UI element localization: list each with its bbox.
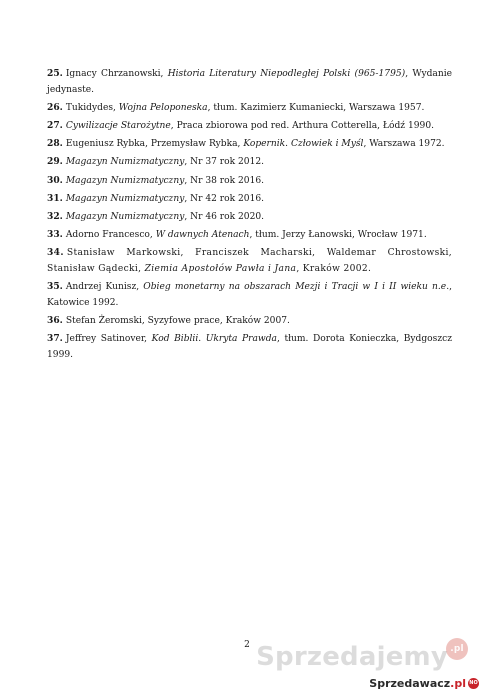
entry-text: Andrzej Kunisz, xyxy=(65,282,144,293)
entry-title: Magazyn Numizmatyczny xyxy=(65,211,185,222)
entry-title: Magazyn Numizmatyczny xyxy=(65,193,185,204)
entry-text: , tłum. Kazimierz Kumaniecki, Warszawa 1957. xyxy=(207,102,425,113)
entry-text: , Wydanie jedynaste. xyxy=(47,69,452,95)
entry-number: 35. xyxy=(47,281,63,293)
entry-number: 31. xyxy=(47,192,63,204)
bibliography-entry xyxy=(47,173,452,190)
brand-badge-icon: NO xyxy=(468,678,479,689)
entry-title: Magazyn Numizmatyczny xyxy=(65,157,185,168)
entry-number: 29. xyxy=(47,156,63,168)
entry-text: , Warszawa 1972. xyxy=(363,139,445,150)
entry-text: Jeffrey Satinover, xyxy=(65,334,152,345)
entry-title: Historia Literatury Niepodległej Polski (965-1795) xyxy=(167,69,406,79)
entry-text: , Kraków 2002. xyxy=(296,263,372,274)
entry-title: Kod Biblii. Ukryta Prawda xyxy=(151,334,277,345)
bibliography-entry xyxy=(47,66,452,98)
bibliography-entry xyxy=(47,191,452,208)
page-number: 2 xyxy=(244,640,250,650)
entry-title: Ziemia Apostołów Pawła i Jana xyxy=(144,263,297,274)
entry-number: 37. xyxy=(47,333,63,345)
entry-number: 27. xyxy=(47,119,63,131)
entry-text: , Nr 42 rok 2016. xyxy=(184,193,265,204)
brand-domain: .pl xyxy=(450,677,466,690)
entry-text: , tłum. Jerzy Łanowski, Wrocław 1971. xyxy=(249,230,427,241)
entry-text: Adorno Francesco, xyxy=(65,230,156,241)
entry-text: , Katowice 1992. xyxy=(47,282,452,308)
bibliography-entry xyxy=(47,100,452,117)
entry-title: W dawnych Atenach xyxy=(155,230,250,241)
entry-number: 25. xyxy=(47,68,63,79)
bibliography-entry xyxy=(47,154,452,171)
entry-number: 32. xyxy=(47,210,63,222)
entry-number: 33. xyxy=(47,229,63,241)
bibliography-entry xyxy=(47,245,452,277)
entry-number: 34. xyxy=(47,247,64,259)
bibliography-entry xyxy=(47,313,452,330)
bibliography-entry xyxy=(47,118,452,135)
entry-text: , Nr 37 rok 2012. xyxy=(184,157,265,168)
brand-name: Sprzedawacz xyxy=(369,677,451,690)
entry-title: Obieg monetarny na obszarach Mezji i Tracji w I i II wieku n.e. xyxy=(143,282,450,293)
entry-text: Ignacy Chrzanowski, xyxy=(65,69,168,79)
brand-logo[interactable] xyxy=(366,676,482,691)
entry-text: Tukidydes, xyxy=(65,102,119,113)
entry-number: 36. xyxy=(47,314,63,326)
entry-number: 26. xyxy=(47,101,63,113)
entry-title: Cywilizacje Starożytne xyxy=(65,120,171,131)
entry-title: Kopernik. Człowiek i Myśl xyxy=(243,139,364,150)
bibliography-entry xyxy=(47,227,452,244)
bibliography-list xyxy=(47,66,452,365)
entry-text: Stanisław Markowski, Franciszek Macharski, Waldemar Chrostowski, Stanisław Gądecki, xyxy=(47,248,452,274)
watermark xyxy=(256,642,468,672)
entry-number: 30. xyxy=(47,174,63,186)
entry-text: , tłum. Dorota Konieczka, Bydgoszcz 1999. xyxy=(47,334,453,360)
bibliography-entry xyxy=(47,279,452,311)
entry-title: Wojna Peloponeska xyxy=(118,102,208,113)
entry-text: Eugeniusz Rybka, Przemysław Rybka, xyxy=(65,139,244,150)
watermark-badge: .pl xyxy=(446,638,468,660)
entry-number: 28. xyxy=(47,138,63,150)
bibliography-entry xyxy=(47,136,452,153)
watermark-text: Sprzedajemy xyxy=(256,642,448,672)
entry-text: Stefan Żeromski, Syzyfowe prace, Kraków 2007. xyxy=(65,315,290,326)
entry-text: , Praca zbiorowa pod red. Arthura Cotterella, Łódź 1990. xyxy=(170,120,435,131)
bibliography-entry xyxy=(47,331,452,363)
entry-text: , Nr 38 rok 2016. xyxy=(184,175,265,186)
entry-title: Magazyn Numizmatyczny xyxy=(65,175,185,186)
entry-text: , Nr 46 rok 2020. xyxy=(184,211,265,222)
bibliography-entry xyxy=(47,209,452,226)
